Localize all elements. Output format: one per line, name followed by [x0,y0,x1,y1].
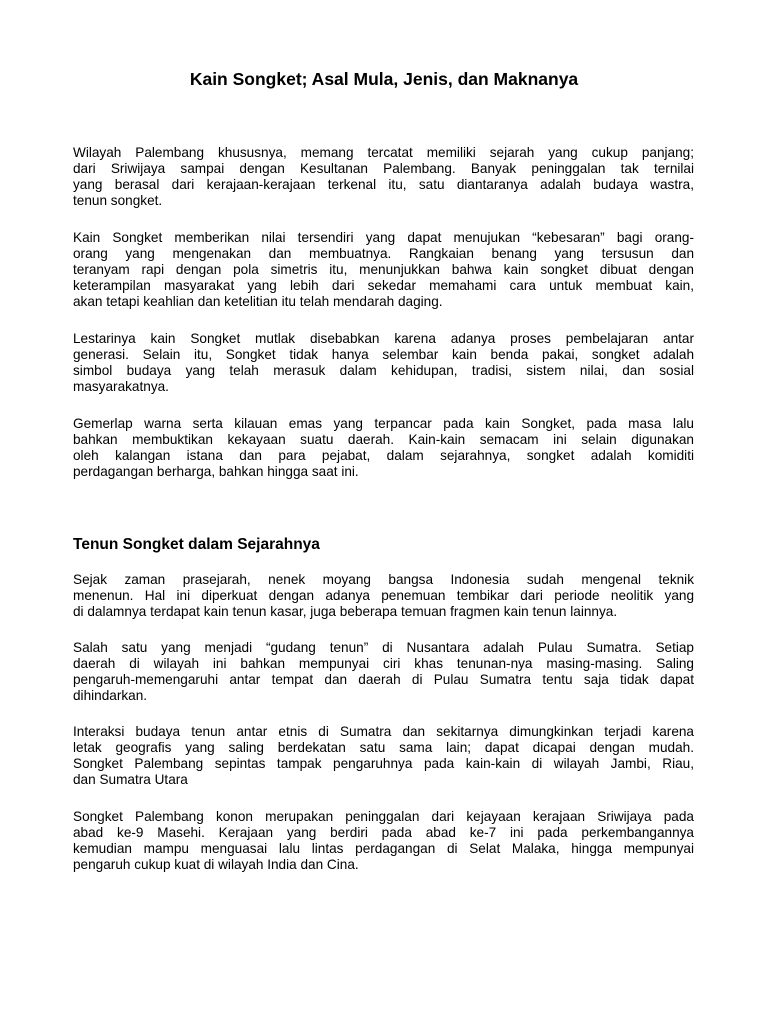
section-heading: Tenun Songket dalam Sejarahnya [73,536,320,553]
text-line: Gemerlap warna serta kilauan emas yang terpancar pada kain Songket, pada masa lalu [73,416,694,431]
text-line: Interaksi budaya tenun antar etnis di Sumatra dan sekitarnya dimungkinkan terjadi karena [73,724,694,739]
text-line: dihindarkan. [73,688,148,703]
paragraph-intro-4 [73,416,694,480]
document-title: Kain Songket; Asal Mula, Jenis, dan Maknanya [189,69,579,89]
text-line: akan tetapi keahlian dan ketelitian itu telah mendarah daging. [73,294,443,309]
paragraph-history-3 [73,724,694,788]
paragraph-history-2 [73,640,694,704]
text-line: pengaruh-memengaruhi antar tempat dan daerah di Pulau Sumatra tentu saja tidak dapat [73,672,694,687]
paragraph-history-4 [73,809,694,873]
paragraph-intro-1 [73,145,694,209]
text-line: Sejak zaman prasejarah, nenek moyang bangsa Indonesia sudah mengenal teknik [73,572,694,587]
text-line: teranyam rapi dengan pola simetris itu, menunjukkan bahwa kain songket dibuat dengan [73,262,694,277]
text-line: masyarakatnya. [73,379,169,394]
text-line: dari Sriwijaya sampai dengan Kesultanan Palembang. Banyak peninggalan tak ternilai [73,161,694,176]
text-line: dan Sumatra Utara [73,772,188,787]
text-line: letak geografis yang saling berdekatan satu sama lain; dapat dicapai dengan mudah. [73,740,694,755]
text-line: pengaruh cukup kuat di wilayah India dan Cina. [73,857,359,872]
text-line: di dalamnya terdapat kain tenun kasar, juga beberapa temuan fragmen kain tenun lainnya. [73,604,618,619]
text-line: keterampilan masyarakat yang lebih dari sekedar memahami cara untuk membuat kain, [73,278,694,293]
text-line: generasi. Selain itu, Songket tidak hanya selembar kain benda pakai, songket adalah [73,347,694,362]
text-line: yang berasal dari kerajaan-kerajaan terkenal itu, satu diantaranya adalah budaya wastra, [73,177,694,192]
text-line: Wilayah Palembang khususnya, memang tercatat memiliki sejarah yang cukup panjang; [73,145,694,160]
paragraph-intro-3 [73,331,694,395]
text-line: Songket Palembang sepintas tampak pengaruhnya pada kain-kain di wilayah Jambi, Riau, [73,756,694,771]
paragraph-intro-2 [73,230,694,310]
text-line: bahkan membuktikan kekayaan suatu daerah. Kain-kain semacam ini selain digunakan [73,432,694,447]
text-line: daerah di wilayah ini bahkan mempunyai ciri khas tenunan-nya masing-masing. Saling [73,656,694,671]
text-line: Songket Palembang konon merupakan peninggalan dari kejayaan kerajaan Sriwijaya pada [73,809,694,824]
text-line: Salah satu yang menjadi “gudang tenun” di Nusantara adalah Pulau Sumatra. Setiap [73,640,694,655]
text-line: tenun songket. [73,193,163,208]
text-line: abad ke-9 Masehi. Kerajaan yang berdiri pada abad ke-7 ini pada perkembangannya [73,825,694,840]
text-line: Kain Songket memberikan nilai tersendiri yang dapat menujukan “kebesaran” bagi orang- [73,230,694,245]
text-line: oleh kalangan istana dan para pejabat, dalam sejarahnya, songket adalah komiditi [73,448,694,463]
text-line: orang yang mengenakan dan membuatnya. Rangkaian benang yang tersusun dan [73,246,694,261]
text-line: menenun. Hal ini diperkuat dengan adanya penemuan tembikar dari periode neolitik yang [73,588,694,603]
paragraph-history-1 [73,572,694,620]
text-line: simbol budaya yang telah merasuk dalam kehidupan, tradisi, sistem nilai, dan sosial [73,363,694,378]
text-line: perdagangan berharga, bahkan hingga saat ini. [73,464,359,479]
text-line: kemudian mampu menguasai lalu lintas perdagangan di Selat Malaka, hingga mempunyai [73,841,694,856]
text-line: Lestarinya kain Songket mutlak disebabkan karena adanya proses pembelajaran antar [73,331,694,346]
